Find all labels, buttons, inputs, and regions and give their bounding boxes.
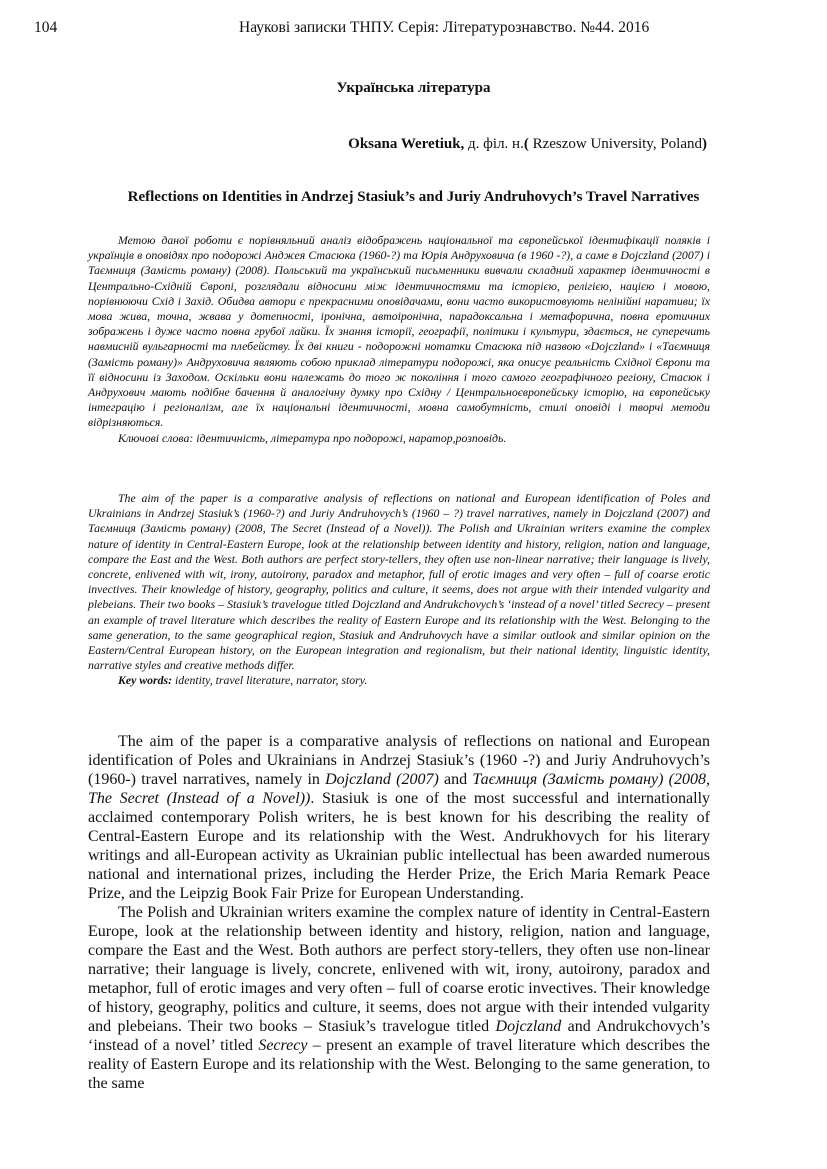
p2-title-dojczland: Dojczland [495, 1018, 562, 1035]
body-paragraph-2 [88, 903, 710, 1093]
author-affiliation: Rzeszow University, Poland [532, 136, 702, 152]
affiliation-open: ( [523, 136, 533, 152]
body-paragraph-1 [88, 732, 710, 903]
keywords-en-label: Key words: [118, 673, 173, 688]
keywords-en-values: identity, travel literature, narrator, story. [172, 673, 368, 688]
p1-title-secret: Таємниця (Замість роману) (2008, The Secret (Instead of a Novel)) [88, 771, 711, 807]
p2-text-c: – present an example of travel literature which describes the reality of Eastern Europe and its relationship with the West. Belonging to the same generation, to the same [88, 1037, 710, 1092]
p1-title-dojczland: Dojczland (2007) [325, 771, 439, 788]
section-heading: Українська література [336, 80, 491, 96]
abstract-en-text: The aim of the paper is a comparative analysis of reflections on national and European identification of Poles and Ukrainians in Andrzej Stasiuk’s (1960-?) and Juriy Andruhovych’s (1960 – ?) travel narratives, namely in Dojczland (2007) and Таємниця (Замість роману) (2008, The Secret (Instead of a Novel)). The Polish and Ukrainian writers examine the complex nature of identity in Central-Eastern Europe, look at the relationship between identity and history, religion, nation and language, compare the East and the West. Both authors are perfect story-tellers, they often use non-linear narrative; their language is lively, concrete, enlivened with wit, irony, autoirony, paradox and metaphor, full of erotic images and very often – full of coarse erotic invectives. Their knowledge of history, geography, politics and culture, it seems, does not argue with their intended vulgarity and plebeians. Their two books – Stasiuk’s travelogue titled Dojczland and Andrukchovych’s ‘instead of a novel’ titled Secrecy – present an example of travel literature which describes the reality of Eastern Europe and its relationship with the West. Belonging to the same generation, to the same geographical region, Stasiuk and Andruhovych have a similar outlook and similar opinion on the Eastern/Central European history, on the European integration and regionalism, but their national identity, linguistic identity, narrative styles and creative methods differ. [88, 491, 710, 673]
running-header: Наукові записки ТНПУ. Серія: Літературознавство. №44. 2016 [239, 19, 650, 36]
p1-text-c: . Stasiuk is one of the most successful and internationally acclaimed contemporary Polish writers, he is best known for his describing the reality of Central-Eastern Europe and its relationship with the West. Andrukhovych for his literary writings and all-European activity as Ukrainian public intellectual has been awarded numerous national and international prizes, including the Herder Prize, the Erich Maria Remark Peace Prize, and the Leipzig Book Fair Prize for European Understanding. [88, 790, 711, 902]
author-degree: д. філ. н. [464, 136, 524, 152]
author-name: Oksana Weretiuk, [348, 136, 465, 152]
paper-title: Reflections on Identities in Andrzej Stasiuk’s and Juriy Andruhovych’s Travel Narratives [127, 189, 700, 205]
abstract-ua-text: Метою даної роботи є порівняльний аналіз відображень національної та європейської ідентифікації поляків і українців в оповідях про подорожі Анджея Стасюка (1960-?) та Юрія Андруховича (в 1960 -?), а саме в Dojczland (2007) і Таємниця (Замість роману) (2008). Польський та український письменники вивчали складний характер ідентичності в Центрально-Східній Європі, розглядали відносини між ідентичностями та історією, релігією, нацією і мовою, порівнюючи Схід і Захід. Обидва автори є прекрасними оповідачами, вони часто використовують нелінійні наративи; їх мова жива, точна, жвава у дотепності, іронічна, автоіронічна, парадоксальна і метафорична, повна еротичних зображень і дуже часто повна грубої лайки. Їх знання історії, географії, політики і культури, здається, не суперечить навмисній вульгарності та плебейству. Їх дві книги - подорожні нотатки Стасюка під назвою «Dojczland» і «Таємниця (Замість роману)» Андруховича являють собою приклад літератури подорожі, яка описує реальність Східної Європи та її відносини із Заходом. Оскільки вони належать до того ж покоління і того самого географічного регіону, Стасюк і Андрухович мають подібне бачення й аналогічну думку про Східну / Центральноєвропейську історію, на європейську інтеграцію і регіоналізм, але їх національні ідентичності, мовна самобутність, стилі оповіді і творчі методи відрізняються. [88, 233, 710, 430]
p1-text-a: The aim of the paper is a comparative analysis of reflections on national and European identification of Poles and Ukrainians in Andrzej Stasiuk’s (1960 -?) and Juriy Andruhovych’s (1960-) travel narratives, namely in [88, 733, 710, 788]
p1-text-b: and [438, 771, 473, 788]
keywords-en [88, 673, 710, 688]
keywords-ua: Ключові слова: ідентичність, література про подорожі, наратор,розповідь. [118, 430, 507, 445]
abstract-english [88, 491, 710, 689]
p2-title-secrecy: Secrecy [258, 1037, 308, 1054]
p2-text-a: The Polish and Ukrainian writers examine the complex nature of identity in Central-Eastern Europe, look at the relationship between identity and history, religion, nation and language, compare the East and the West. Both authors are perfect story-tellers, they often use non-linear narrative; their language is lively, concrete, enlivened with wit, irony, autoirony, paradox and metaphor, full of erotic images and very often – full of coarse erotic invectives. Their knowledge of history, geography, politics and culture, it seems, does not argue with their intended vulgarity and plebeians. Their two books – Stasiuk’s travelogue titled [88, 904, 710, 1035]
page-number: 104 [34, 19, 58, 36]
affiliation-close: ) [702, 136, 707, 152]
author-line [348, 136, 707, 153]
abstract-ukrainian [88, 233, 710, 446]
body-text [88, 732, 710, 1093]
p2-text-b: and Andrukchovych’s ‘instead of a novel’ titled [88, 1018, 710, 1054]
